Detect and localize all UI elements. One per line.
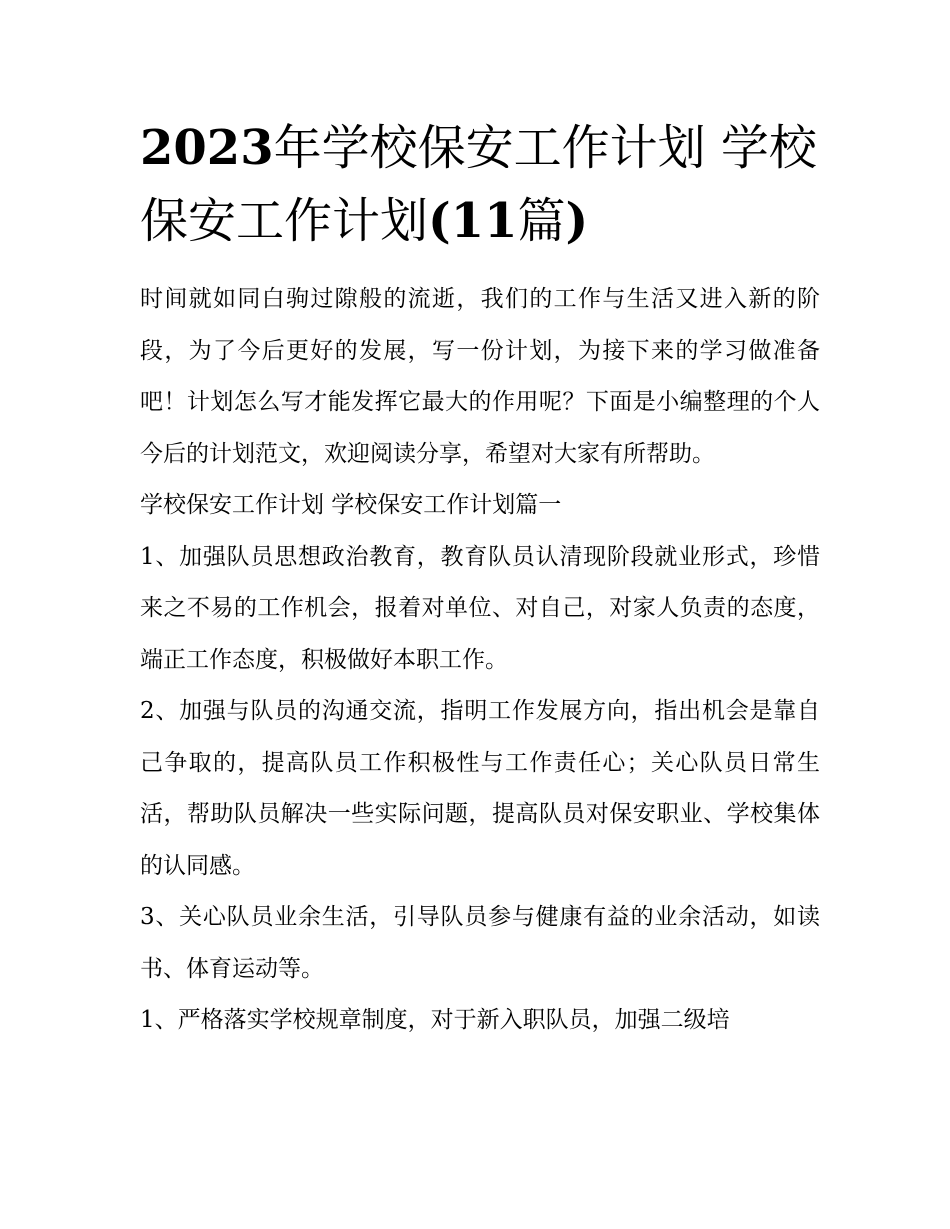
list-item: 2、加强与队员的沟通交流，指明工作发展方向，指出机会是靠自己争取的，提高队员工作积极性与工作责任心；关心队员日常生活，帮助队员解决一些实际问题，提高队员对保安职业、学校集体的认同感。 xyxy=(140,698,820,879)
list-item: 1、加强队员思想政治教育，教育队员认清现阶段就业形式，珍惜来之不易的工作机会，报着对单位、对自己，对家人负责的态度，端正工作态度，积极做好本职工作。 xyxy=(140,543,820,673)
title-number: ) xyxy=(565,193,589,249)
document-title: 2023年学校保安工作计划 学校保安工作计划(11篇) xyxy=(140,120,817,249)
title-number: 2023 xyxy=(140,120,274,176)
intro-paragraph: 时间就如同白驹过隙般的流逝，我们的工作与生活又进入新的阶段，为了今后更好的发展，写一份计划，为接下来的学习做准备吧！计划怎么写才能发挥它最大的作用呢？下面是小编整理的个人今后的计划范文，欢迎阅读分享，希望对大家有所帮助。 xyxy=(140,286,820,467)
list-item: 1、严格落实学校规章制度，对于新入职队员，加强二级培 xyxy=(140,1007,730,1033)
section-heading: 学校保安工作计划 学校保安工作计划篇一 xyxy=(140,492,562,518)
list-item: 3、关心队员业余生活，引导队员参与健康有益的业余活动，如读书、体育运动等。 xyxy=(140,904,820,982)
title-number: (11 xyxy=(428,193,518,249)
document-body xyxy=(140,112,820,1047)
